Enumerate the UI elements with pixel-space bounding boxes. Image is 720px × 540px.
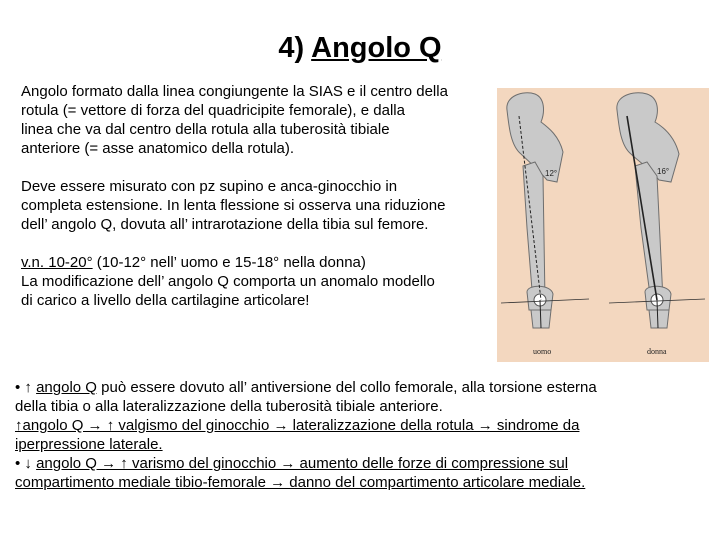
bullet-prefix: • ↓: [15, 455, 37, 472]
bullet-prefix: • ↑: [15, 379, 37, 396]
title-number: 4): [278, 32, 305, 64]
male-caption: uomo: [533, 347, 552, 356]
measurement-line: Deve essere misurato con pz supino e anca-ginocchio in: [21, 178, 398, 195]
paragraph-gap: [21, 234, 496, 253]
female-tibia: [649, 310, 669, 328]
definition-line: Angolo formato dalla linea congiungente la SIAS e il centro della: [21, 83, 448, 100]
slide-title: [0, 30, 720, 66]
bullet-line: [15, 378, 715, 397]
normal-values-label: v.n. 10-20°: [21, 254, 93, 271]
bullet-list: [15, 378, 715, 492]
consequence-line: di carico a livello della cartilagine articolare!: [21, 292, 310, 309]
bullet-line: iperpressione laterale.: [15, 436, 163, 453]
definition-line: rotula (= vettore di forza del quadricipite femorale), e dalla: [21, 102, 405, 119]
normal-values-line: [21, 253, 496, 272]
consequence-line: La modificazione dell’ angolo Q comporta un anomalo modello: [21, 273, 435, 290]
female-angle-label: 16°: [657, 167, 670, 176]
normal-values-detail: (10-12° nell’ uomo e 15-18° nella donna): [92, 254, 366, 271]
bullet-line: ↑angolo Q → ↑ valgismo del ginocchio → lateralizzazione della rotula → sindrome da: [15, 417, 580, 434]
paragraph-gap: [21, 158, 496, 177]
bullet-line: della tibia o alla lateralizzazione della tuberosità tibiale anteriore.: [15, 398, 443, 415]
title-text: Angolo Q: [311, 32, 442, 64]
measurement-line: dell’ angolo Q, dovuta all’ intrarotazione della tibia sul femore.: [21, 216, 429, 233]
bullet-line: compartimento mediale tibio-femorale → danno del compartimento articolare mediale.: [15, 474, 586, 491]
definition-line: linea che va dal centro della rotula alla tuberosità tibiale: [21, 121, 390, 138]
female-caption: donna: [647, 347, 667, 356]
male-angle-label: 12°: [545, 169, 558, 178]
q-angle-figure: [497, 88, 709, 362]
bullet-text: può essere dovuto all’ antiversione del collo femorale, alla torsione esterna: [96, 379, 597, 396]
definition-line: anteriore (= asse anatomico della rotula).: [21, 140, 295, 157]
measurement-line: completa estensione. In lenta flessione si osserva una riduzione: [21, 197, 446, 214]
intro-text: [21, 82, 496, 310]
bullet-text: angolo Q → ↑ varismo del ginocchio → aumento delle forze di compressione sul: [36, 455, 569, 472]
bullet-line: [15, 454, 715, 473]
bullet-keyword: angolo Q: [36, 379, 97, 396]
